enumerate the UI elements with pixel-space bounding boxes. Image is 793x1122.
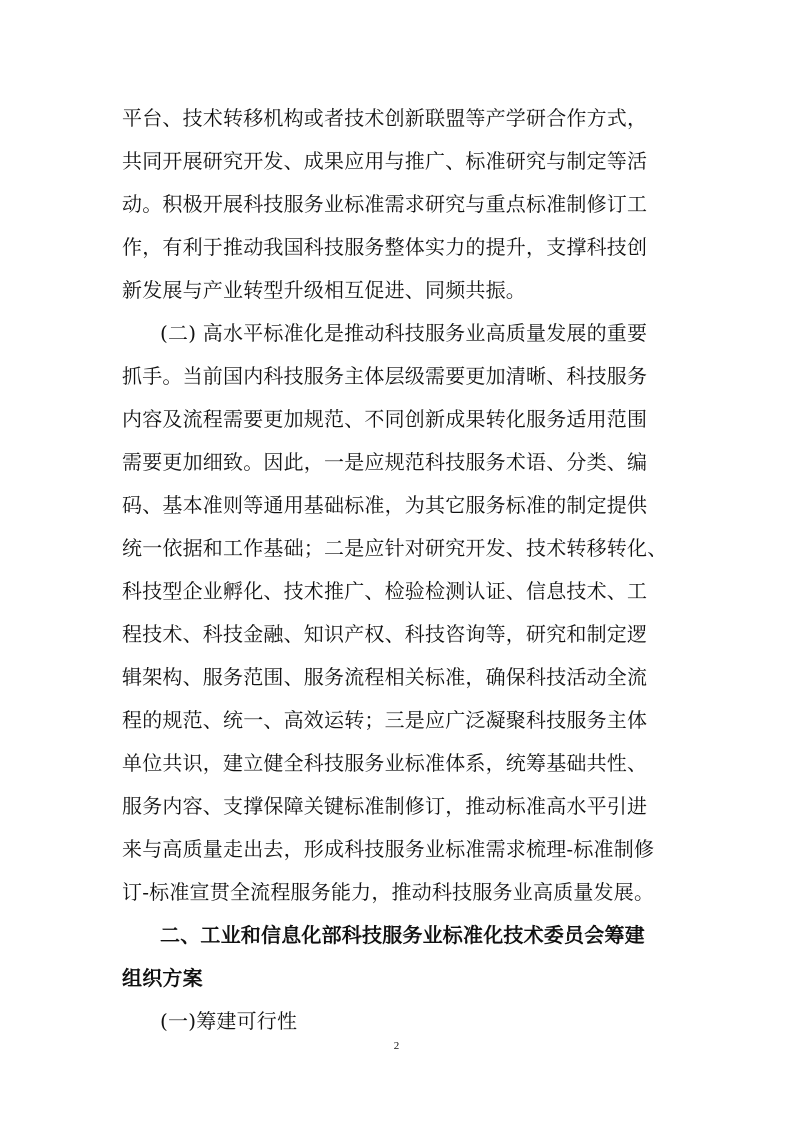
body-text-line: 单位共识，建立健全科技服务业标准体系，统筹基础共性、 (122, 751, 648, 775)
body-text-line: 共同开展研究开发、成果应用与推广、标准研究与制定等活 (122, 149, 648, 173)
body-text-line: 平台、技术转移机构或者技术创新联盟等产学研合作方式， (122, 106, 648, 130)
body-text-line: 来与高质量走出去，形成科技服务业标准需求梳理-标准制修 (122, 837, 655, 861)
body-text-line: 辑架构、服务范围、服务流程相关标准，确保科技活动全流 (122, 665, 648, 689)
subsection-heading: (一)筹建可行性 (160, 1009, 298, 1033)
body-text-line: 需要更加细致。因此，一是应规范科技服务术语、分类、编 (122, 450, 648, 474)
page-number: 2 (393, 1040, 400, 1052)
section-heading-continued: 组织方案 (122, 966, 203, 990)
body-text-line: 统一依据和工作基础；二是应针对研究开发、技术转移转化、 (122, 536, 668, 560)
section-paragraph-first-line: (二) 高水平标准化是推动科技服务业高质量发展的重要 (160, 321, 648, 345)
body-text-line: 内容及流程需要更加规范、不同创新成果转化服务适用范围 (122, 407, 648, 431)
body-text-line: 程的规范、统一、高效运转；三是应广泛凝聚科技服务主体 (122, 708, 648, 732)
section-heading: 二、工业和信息化部科技服务业标准化技术委员会筹建 (160, 923, 645, 947)
body-text-line: 程技术、科技金融、知识产权、科技咨询等，研究和制定逻 (122, 622, 648, 646)
body-text-line: 订-标准宣贯全流程服务能力，推动科技服务业高质量发展。 (122, 880, 655, 904)
body-text-line: 科技型企业孵化、技术推广、检验检测认证、信息技术、工 (122, 579, 648, 603)
body-text-line: 码、基本准则等通用基础标准，为其它服务标准的制定提供 (122, 493, 648, 517)
body-text-line: 动。积极开展科技服务业标准需求研究与重点标准制修订工 (122, 192, 648, 216)
body-text-line: 作，有利于推动我国科技服务整体实力的提升，支撑科技创 (122, 235, 648, 259)
body-text-line: 服务内容、支撑保障关键标准制修订，推动标准高水平引进 (122, 794, 648, 818)
body-text-line: 新发展与产业转型升级相互促进、同频共振。 (122, 278, 526, 302)
body-text-line: 抓手。当前国内科技服务主体层级需要更加清晰、科技服务 (122, 364, 648, 388)
